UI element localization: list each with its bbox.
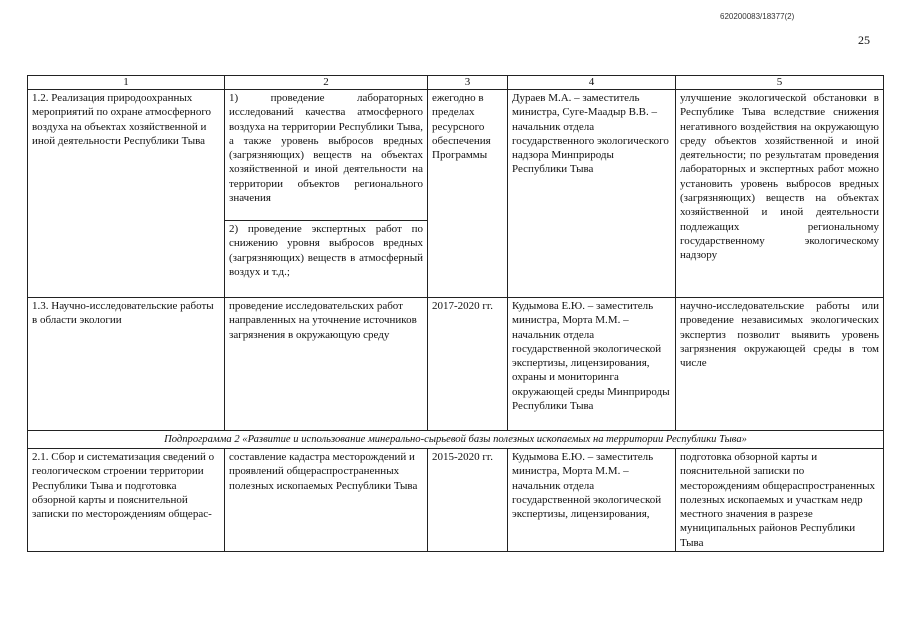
document-id: 620200083/18377(2) (720, 12, 795, 21)
measure-name-cell: 2.1. Сбор и систематизация сведений о геологическом строении территории Республики Тыва и подготовка обзорной карты и пояснительной записки по месторождениям общерас- (28, 449, 225, 552)
measure-name-cell: 1.3. Научно-исследовательские работы в области экологии (28, 298, 225, 431)
responsible-cell: Кудымова Е.Ю. – заместитель министра, Морта М.М. – начальник отдела государственной экологической экспертизы, лицензирования, (508, 449, 676, 552)
column-header: 3 (428, 76, 508, 90)
activity-item: 1) проведение лабораторных исследований качества атмосферного воздуха на территории Республики Тыва, а также уровень выбросов вредных (загрязняющих) веществ на объектах хозяйственной и иной деятельности на территории объектов регионального значения (229, 92, 423, 205)
table-row (28, 298, 884, 431)
table-header-row (28, 76, 884, 90)
subprogram-title: Подпрограмма 2 «Развитие и использование минерально-сырьевой базы полезных ископаемых на территории Республики Тыва» (28, 431, 884, 449)
activities-cell (225, 90, 428, 298)
column-header: 4 (508, 76, 676, 90)
responsible-cell: Дураев М.А. – заместитель министра, Суге-Маадыр В.В. – начальник отдела государственного экологического надзора Минприроды Республики Тыва (508, 90, 676, 298)
activities-cell: проведение исследовательских работ направленных на уточнение источников загрязнения в окружающую среду (225, 298, 428, 431)
activity-item: 2) проведение экспертных работ по снижению уровня выбросов вредных (загрязняющих) веществ в атмосферный воздух и т.д.; (225, 220, 427, 280)
table-row (28, 449, 884, 552)
measure-name-cell: 1.2. Реализация природоохранных мероприятий по охране атмосферного воздуха на объектах хозяйственной и иной деятельности Республики Тыва (28, 90, 225, 298)
column-header: 5 (676, 76, 884, 90)
measures-table (27, 75, 884, 552)
column-header: 2 (225, 76, 428, 90)
period-cell: 2017-2020 гг. (428, 298, 508, 431)
period-cell: 2015-2020 гг. (428, 449, 508, 552)
period-cell: ежегодно в пределах ресурсного обеспечения Программы (428, 90, 508, 298)
responsible-cell: Кудымова Е.Ю. – заместитель министра, Морта М.М. – начальник отдела государственной экологической экспертизы, лицензирования, охраны и мониторинга окружающей среды Минприроды Республики Тыва (508, 298, 676, 431)
table-row (28, 90, 884, 298)
column-header: 1 (28, 76, 225, 90)
result-cell: научно-исследовательские работы или проведение независимых экологических экспертиз позволит выявить уровень загрязнения окружающей среды в том числе (676, 298, 884, 431)
page-number: 25 (858, 33, 870, 47)
section-row (28, 431, 884, 449)
result-cell: подготовка обзорной карты и пояснительной записки по месторождениям общераспространенных полезных ископаемых и участкам недр местного значения в разрезе муниципальных районов Республики Тыва (676, 449, 884, 552)
result-cell: улучшение экологической обстановки в Республике Тыва вследствие снижения негативного воздействия на окружающую среду объектов хозяйственной и иной деятельности; по результатам проведения лабораторных и экспертных работ можно установить уровень выбросов вредных (загрязняющих) веществ на объектах хозяйственной и иной деятельности подлежащих региональному государственному экологическому надзору (676, 90, 884, 298)
activities-cell: составление кадастра месторождений и проявлений общераспространенных полезных ископаемых Республики Тыва (225, 449, 428, 552)
